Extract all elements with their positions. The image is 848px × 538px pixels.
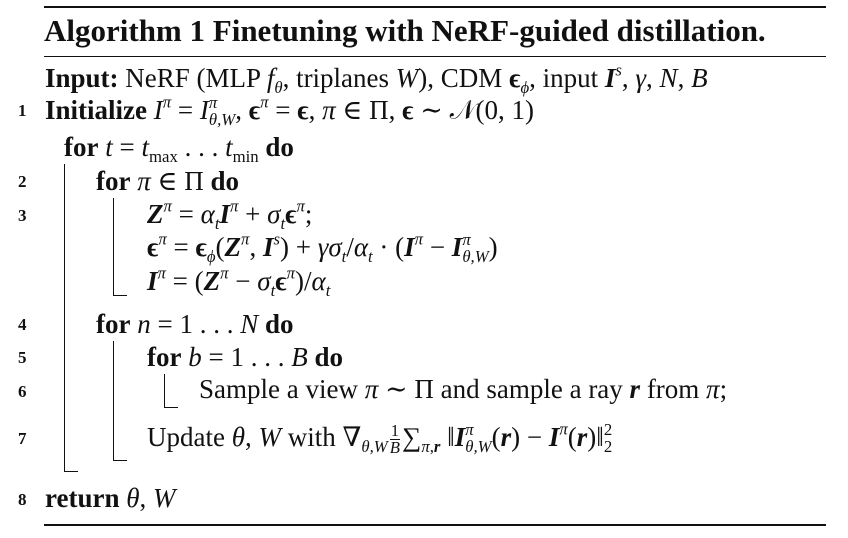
input-nerf-text: NeRF (MLP: [125, 63, 261, 93]
keyword-for-b: for: [147, 342, 182, 372]
math-eps-phi: ϵ: [509, 63, 521, 93]
keyword-do-n: do: [264, 309, 294, 339]
middle-rule: [44, 56, 826, 57]
input-input-text: , input: [529, 63, 599, 93]
keyword-do-pi: do: [210, 166, 240, 196]
keyword-return: return: [45, 483, 120, 513]
math-inputs: $I^s$, γ, N, B: [604, 60, 708, 93]
for-pi-block-bar: [113, 198, 114, 296]
for-b-block-bar: [164, 374, 165, 408]
algorithm-title: [44, 13, 766, 49]
step-1: Initialize $I^\pi = I$ π θ,W , $\epsilon^\pi = \epsilon$, π ∈ Π, ϵ ∼ 𝒩(0, 1): [45, 92, 534, 129]
algorithm-label: Algorithm 1: [44, 13, 206, 48]
input-keyword: Input:: [45, 63, 119, 93]
keyword-initialize: Initialize: [45, 95, 147, 125]
line-number-7: 7: [18, 429, 27, 448]
step-2: for π ∈ Π do: [96, 166, 240, 196]
line-number-6: 6: [18, 382, 27, 401]
step-3a: $Z^\pi = \alpha_tI^\pi + \sigma_t\epsilon^\pi$;: [147, 196, 313, 233]
for-t-block-end: [64, 471, 78, 472]
line-number-3: 3: [18, 206, 27, 225]
math-W: W: [395, 63, 419, 93]
step-3b: $\epsilon^\pi = \epsilon_\phi(Z^\pi$, $I^s) + \gamma\sigma_t/\alpha_t \cdot (I^\pi - I$ π θ,W ): [147, 229, 498, 266]
algorithm-title-text: Finetuning with NeRF-guided distillation.: [212, 13, 766, 48]
bottom-rule: [44, 524, 826, 526]
for-pi-block-end: [113, 295, 127, 296]
step-6: Sample a view π ∼ Π and sample a ray r from π;: [199, 374, 728, 404]
step-6-text-c: from: [646, 374, 700, 404]
for-t-loop: for $t = t_{max}$ . . . $t_{min}$ do: [64, 132, 294, 166]
for-n-block-end: [113, 460, 127, 461]
step-3c: $I^\pi = (Z^\pi - \sigma_t\epsilon^\pi)/\alpha_t$: [147, 263, 331, 300]
input-line: Input: NeRF (MLP $f_\theta$, triplanes W), CDM $\epsilon_\phi$, input $I^s$, γ, N, B: [45, 60, 708, 97]
keyword-for-pi: for: [96, 166, 131, 196]
keyword-do-b: do: [314, 342, 343, 372]
line-number-5: 5: [18, 348, 27, 367]
keyword-for-n: for: [96, 309, 131, 339]
line-number-1: 1: [18, 101, 27, 120]
math-f-theta: $f_\theta$: [266, 63, 283, 97]
for-t-block-bar: [64, 164, 65, 472]
step-6-text-b: and sample a ray: [440, 374, 623, 404]
line-number-4: 4: [18, 315, 27, 334]
line-number-2: 2: [18, 172, 27, 191]
for-b-block-end: [164, 407, 178, 408]
math-init: I: [153, 95, 163, 125]
line-number-8: 8: [18, 490, 27, 509]
keyword-do-t: do: [265, 132, 294, 162]
step-8: return θ, W: [45, 483, 176, 513]
top-rule: [44, 6, 826, 8]
step-7: Update θ, W with $\nabla_{\theta,W}$ $\frac{1}{B}$ $\sum_{\pi,r}$ ‖I π θ,W $(r) - I^\pi(r)‖$ 2 2: [147, 419, 613, 458]
step-6-text-a: Sample a view: [199, 374, 358, 404]
input-triplanes-text: , triplanes: [282, 63, 390, 93]
keyword-with: with: [287, 422, 336, 452]
step-5: for b = 1 . . . B do: [147, 342, 343, 372]
for-n-block-bar: [113, 341, 114, 461]
input-cdm-text: ), CDM: [418, 63, 503, 93]
keyword-for-t: for: [64, 132, 99, 162]
step-4: for n = 1 . . . N do: [96, 309, 294, 339]
keyword-update: Update: [147, 422, 225, 452]
